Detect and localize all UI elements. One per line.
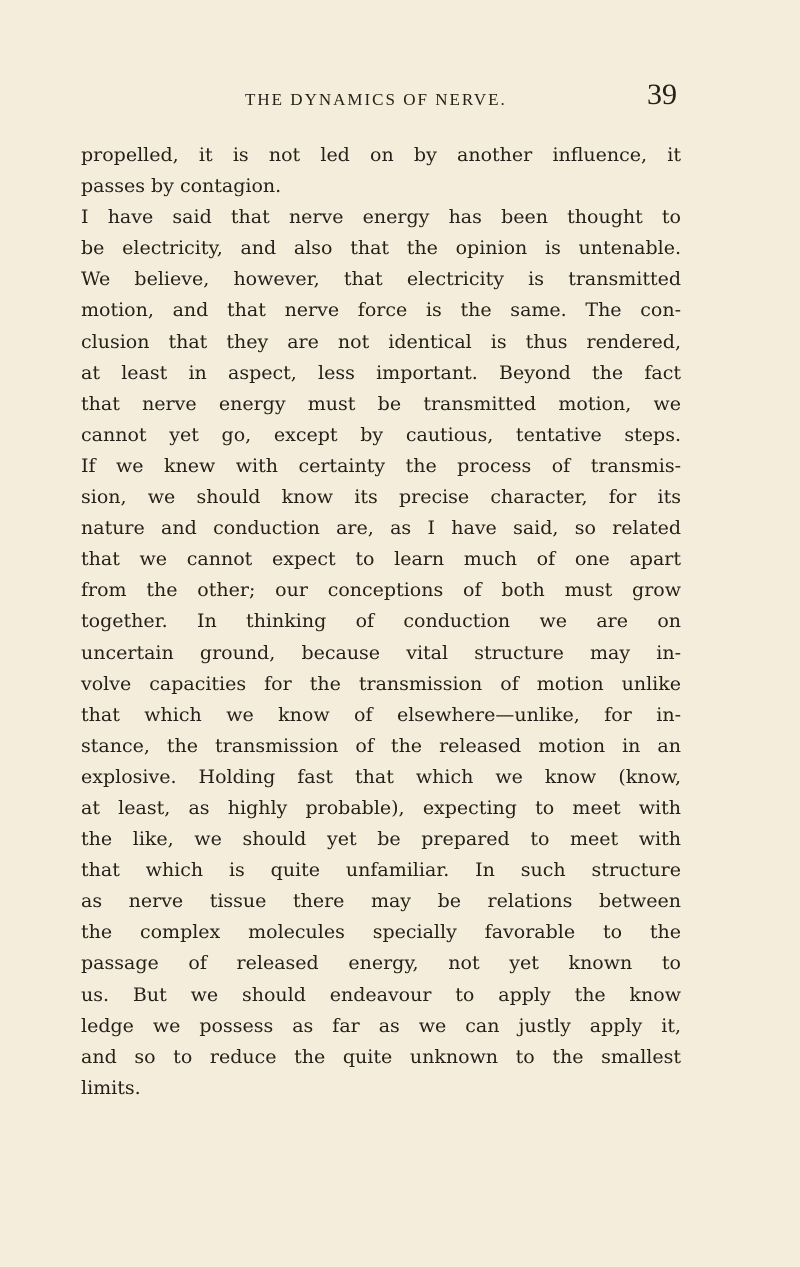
text-line: ledge we possess as far as we can justly apply it, [81, 1014, 681, 1037]
text-line: us. But we should endeavour to apply the know [81, 983, 681, 1006]
text-line: limits. [81, 1076, 141, 1099]
text-line: If we knew with certainty the process of transmis- [81, 454, 681, 477]
text-line: from the other; our conceptions of both must grow [81, 579, 681, 602]
text-line: that which we know of elsewhere—unlike, for in- [81, 703, 681, 726]
text-line: nature and conduction are, as I have said, so related [81, 517, 681, 540]
text-line: be electricity, and also that the opinion is untenable. [81, 237, 681, 260]
text-line: uncertain ground, because vital structure may in- [81, 641, 681, 664]
text-line: explosive. Holding fast that which we know (know, [81, 765, 681, 788]
text-line: stance, the transmission of the released motion in an [81, 734, 681, 757]
text-line: the like, we should yet be prepared to meet with [81, 828, 681, 851]
text-line: at least, as highly probable), expecting to meet with [81, 796, 681, 819]
text-line: that nerve energy must be transmitted motion, we [81, 392, 681, 415]
text-line: We believe, however, that electricity is transmitted [81, 268, 681, 291]
text-line: sion, we should know its precise character, for its [81, 486, 681, 509]
text-line: volve capacities for the transmission of motion unlike [81, 672, 681, 695]
text-line: as nerve tissue there may be relations between [81, 890, 681, 913]
page-number: 39 [647, 78, 677, 111]
body-text [81, 140, 681, 1104]
text-line: propelled, it is not led on by another influence, it [81, 144, 681, 166]
text-line: passes by contagion. [81, 175, 282, 198]
text-line: that which is quite unfamiliar. In such structure [81, 859, 681, 882]
text-line: that we cannot expect to learn much of one apart [81, 548, 681, 571]
text-line: and so to reduce the quite unknown to the smallest [81, 1045, 681, 1068]
text-line: I have said that nerve energy has been thought to [81, 206, 681, 229]
text-line: passage of released energy, not yet known to [81, 952, 681, 975]
text-line: at least in aspect, less important. Beyond the fact [81, 361, 681, 384]
text-line: together. In thinking of conduction we are on [81, 610, 681, 633]
text-line: the complex molecules specially favorable to the [81, 921, 681, 944]
text-line: clusion that they are not identical is thus rendered, [81, 330, 681, 353]
text-line: cannot yet go, except by cautious, tentative steps. [81, 423, 681, 446]
running-head: THE DYNAMICS OF NERVE. [245, 90, 507, 109]
text-line: motion, and that nerve force is the same. The con- [81, 299, 681, 322]
